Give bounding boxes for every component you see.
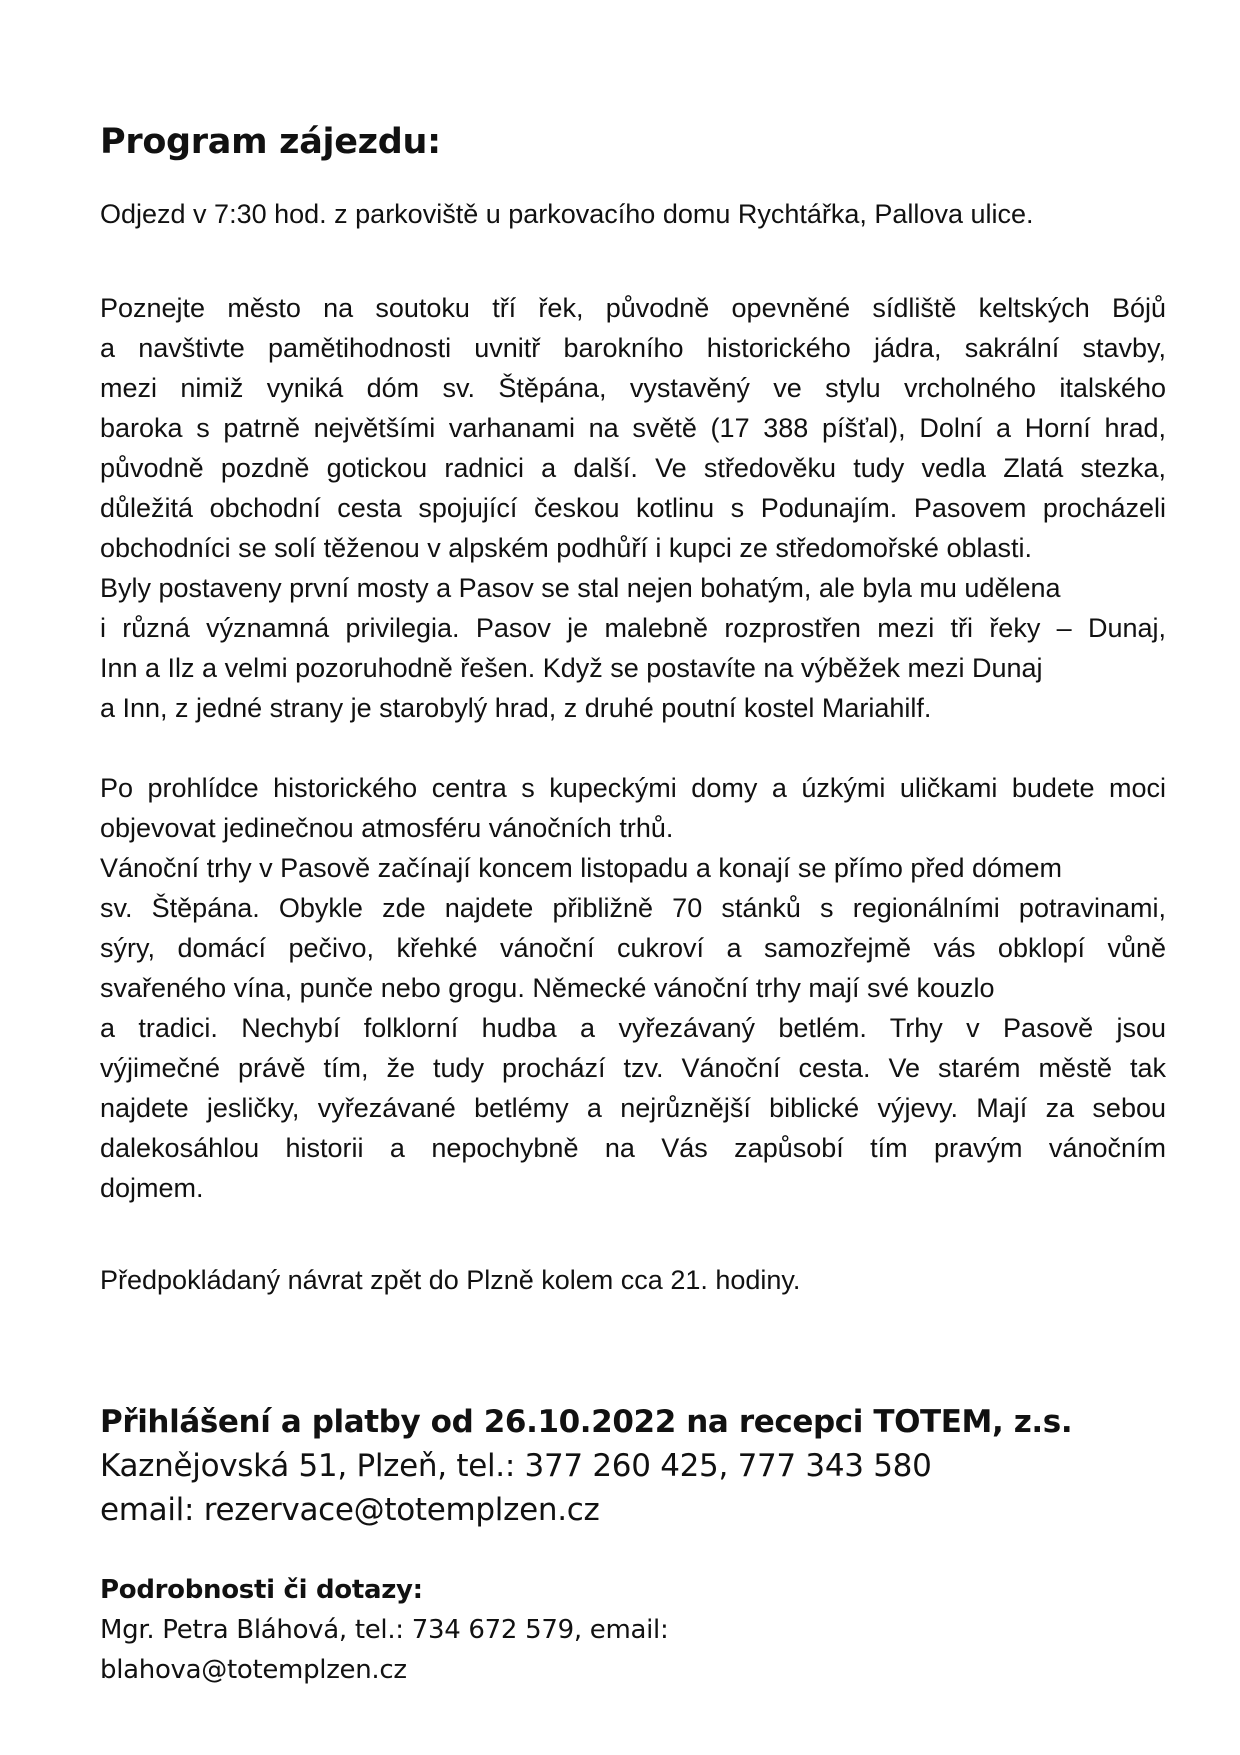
details-contact: Mgr. Petra Bláhová, tel.: 734 672 579, email: (100, 1615, 669, 1645)
text-line: i různá významná privilegia. Pasov je malebně rozprostřen mezi tři řeky – Dunaj, (100, 613, 1166, 643)
text-line: výjimečné právě tím, že tudy prochází tzv. Vánoční cesta. Ve starém městě tak (100, 1053, 1166, 1083)
registration-email: email: rezervace@totemplzen.cz (100, 1492, 600, 1528)
page-title: Program zájezdu: (100, 122, 441, 162)
text-line: mezi nimiž vyniká dóm sv. Štěpána, vystavěný ve stylu vrcholného italského (100, 373, 1166, 403)
text-line: sýry, domácí pečivo, křehké vánoční cukroví a samozřejmě vás obklopí vůně (100, 933, 1166, 963)
text-line: důležitá obchodní cesta spojující českou kotlinu s Podunajím. Pasovem procházeli (100, 493, 1166, 523)
details-heading: Podrobnosti či dotazy: (100, 1575, 423, 1605)
paragraph-christmas-markets (100, 768, 1166, 1208)
document-page (100, 120, 1166, 1690)
text-line: Vánoční trhy v Pasově začínají koncem listopadu a konají se přímo před dómem (100, 853, 1062, 883)
registration-heading: Přihlášení a platby od 26.10.2022 na recepci TOTEM, z.s. (100, 1404, 1073, 1440)
text-line: sv. Štěpána. Obykle zde najdete přibližně 70 stánků s regionálními potravinami, (100, 893, 1166, 923)
text-line: Po prohlídce historického centra s kupeckými domy a úzkými uličkami budete moci (100, 773, 1166, 803)
text-line: Inn a Ilz a velmi pozoruhodně řešen. Když se postavíte na výběžek mezi Dunaj (100, 653, 1043, 683)
paragraph-passau-history (100, 288, 1166, 728)
registration-address: Kaznějovská 51, Plzeň, tel.: 377 260 425, 777 343 580 (100, 1448, 932, 1484)
departure-text: Odjezd v 7:30 hod. z parkoviště u parkovacího domu Rychtářka, Pallova ulice. (100, 199, 1034, 229)
text-line: a tradici. Nechybí folklorní hudba a vyřezávaný betlém. Trhy v Pasově jsou (100, 1013, 1166, 1043)
text-line: a Inn, z jedné strany je starobylý hrad, z druhé poutní kostel Mariahilf. (100, 693, 932, 723)
text-line: dalekosáhlou historii a nepochybně na Vás zapůsobí tím pravým vánočním (100, 1133, 1166, 1163)
text-line: najdete jesličky, vyřezávané betlémy a nejrůznější biblické výjevy. Mají za sebou (100, 1093, 1166, 1123)
text-line: Poznejte město na soutoku tří řek, původně opevněné sídliště keltských Bójů (100, 293, 1166, 323)
return-text: Předpokládaný návrat zpět do Plzně kolem cca 21. hodiny. (100, 1265, 801, 1295)
text-line: baroka s patrně největšími varhanami na světě (17 388 píšťal), Dolní a Horní hrad, (100, 413, 1166, 443)
text-line: původně pozdně gotickou radnici a další. Ve středověku tudy vedla Zlatá stezka, (100, 453, 1166, 483)
text-line: objevovat jedinečnou atmosféru vánočních trhů. (100, 813, 674, 843)
text-line: a navštivte pamětihodnosti uvnitř barokního historického jádra, sakrální stavby, (100, 333, 1166, 363)
text-line: dojmem. (100, 1173, 204, 1203)
text-line: svařeného vína, punče nebo grogu. Německé vánoční trhy mají své kouzlo (100, 973, 995, 1003)
text-line: obchodníci se solí těženou v alpském podhůří i kupci ze středomořské oblasti. (100, 533, 1032, 563)
text-line: Byly postaveny první mosty a Pasov se stal nejen bohatým, ale byla mu udělena (100, 573, 1061, 603)
details-email: blahova@totemplzen.cz (100, 1655, 407, 1685)
